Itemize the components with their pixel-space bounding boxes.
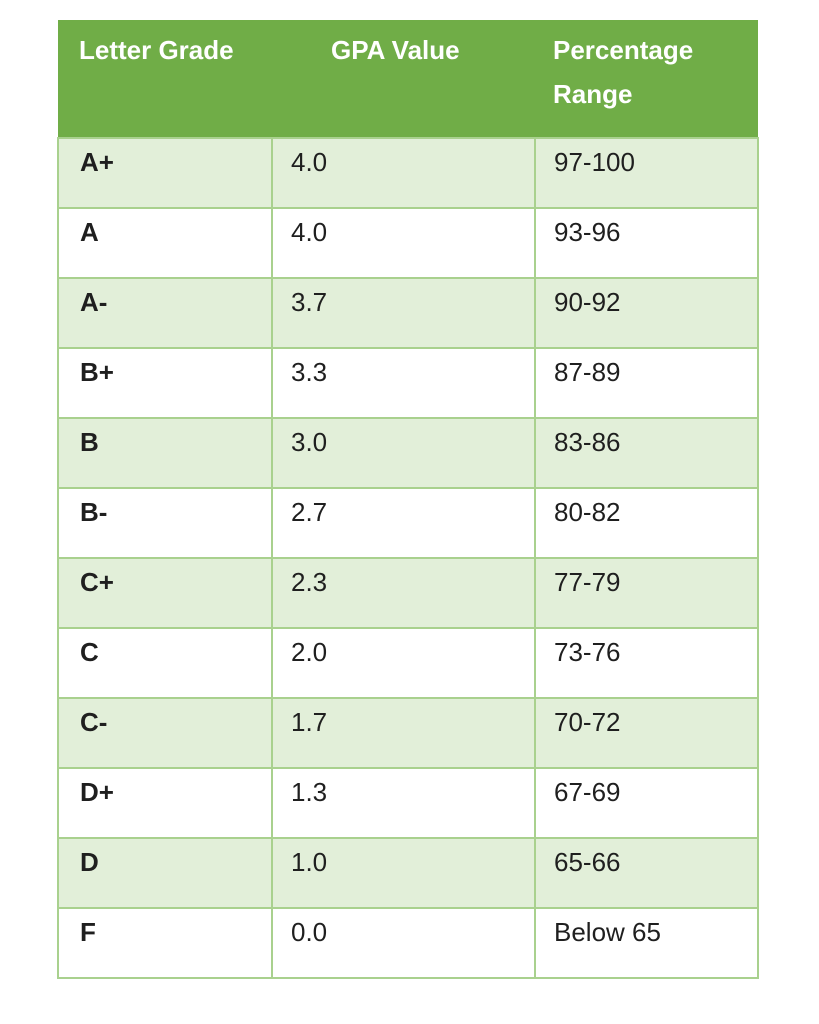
cell-percentage-range: 65-66 xyxy=(535,838,758,908)
header-row xyxy=(58,20,758,138)
grade-table xyxy=(57,20,759,979)
cell-gpa-value: 3.7 xyxy=(272,278,535,348)
cell-gpa-value: 3.3 xyxy=(272,348,535,418)
header-gpa-value: GPA Value xyxy=(272,20,535,138)
table-body xyxy=(58,138,758,978)
table-row xyxy=(58,278,758,348)
table-row xyxy=(58,138,758,208)
cell-gpa-value: 2.0 xyxy=(272,628,535,698)
cell-percentage-range: 87-89 xyxy=(535,348,758,418)
table-row xyxy=(58,208,758,278)
cell-percentage-range: 73-76 xyxy=(535,628,758,698)
cell-gpa-value: 3.0 xyxy=(272,418,535,488)
cell-letter-grade: C+ xyxy=(58,558,272,628)
cell-percentage-range: 80-82 xyxy=(535,488,758,558)
cell-percentage-range: 93-96 xyxy=(535,208,758,278)
cell-percentage-range: 70-72 xyxy=(535,698,758,768)
cell-letter-grade: F xyxy=(58,908,272,978)
cell-letter-grade: C xyxy=(58,628,272,698)
table-row xyxy=(58,768,758,838)
table-row xyxy=(58,418,758,488)
cell-gpa-value: 2.7 xyxy=(272,488,535,558)
cell-percentage-range: Below 65 xyxy=(535,908,758,978)
cell-gpa-value: 1.3 xyxy=(272,768,535,838)
cell-letter-grade: A- xyxy=(58,278,272,348)
table-row xyxy=(58,838,758,908)
cell-percentage-range: 77-79 xyxy=(535,558,758,628)
cell-letter-grade: D xyxy=(58,838,272,908)
cell-percentage-range: 67-69 xyxy=(535,768,758,838)
cell-gpa-value: 1.7 xyxy=(272,698,535,768)
cell-letter-grade: A+ xyxy=(58,138,272,208)
table-row xyxy=(58,558,758,628)
table-row xyxy=(58,908,758,978)
cell-letter-grade: D+ xyxy=(58,768,272,838)
cell-letter-grade: A xyxy=(58,208,272,278)
table-header xyxy=(58,20,758,138)
header-percentage-range: Percentage Range xyxy=(535,20,758,138)
table-row xyxy=(58,348,758,418)
cell-letter-grade: B- xyxy=(58,488,272,558)
cell-letter-grade: C- xyxy=(58,698,272,768)
cell-gpa-value: 0.0 xyxy=(272,908,535,978)
cell-letter-grade: B xyxy=(58,418,272,488)
table-row xyxy=(58,698,758,768)
cell-gpa-value: 1.0 xyxy=(272,838,535,908)
cell-percentage-range: 83-86 xyxy=(535,418,758,488)
cell-percentage-range: 90-92 xyxy=(535,278,758,348)
cell-letter-grade: B+ xyxy=(58,348,272,418)
table-row xyxy=(58,628,758,698)
cell-gpa-value: 4.0 xyxy=(272,138,535,208)
table-row xyxy=(58,488,758,558)
cell-gpa-value: 2.3 xyxy=(272,558,535,628)
cell-gpa-value: 4.0 xyxy=(272,208,535,278)
header-letter-grade: Letter Grade xyxy=(58,20,272,138)
cell-percentage-range: 97-100 xyxy=(535,138,758,208)
